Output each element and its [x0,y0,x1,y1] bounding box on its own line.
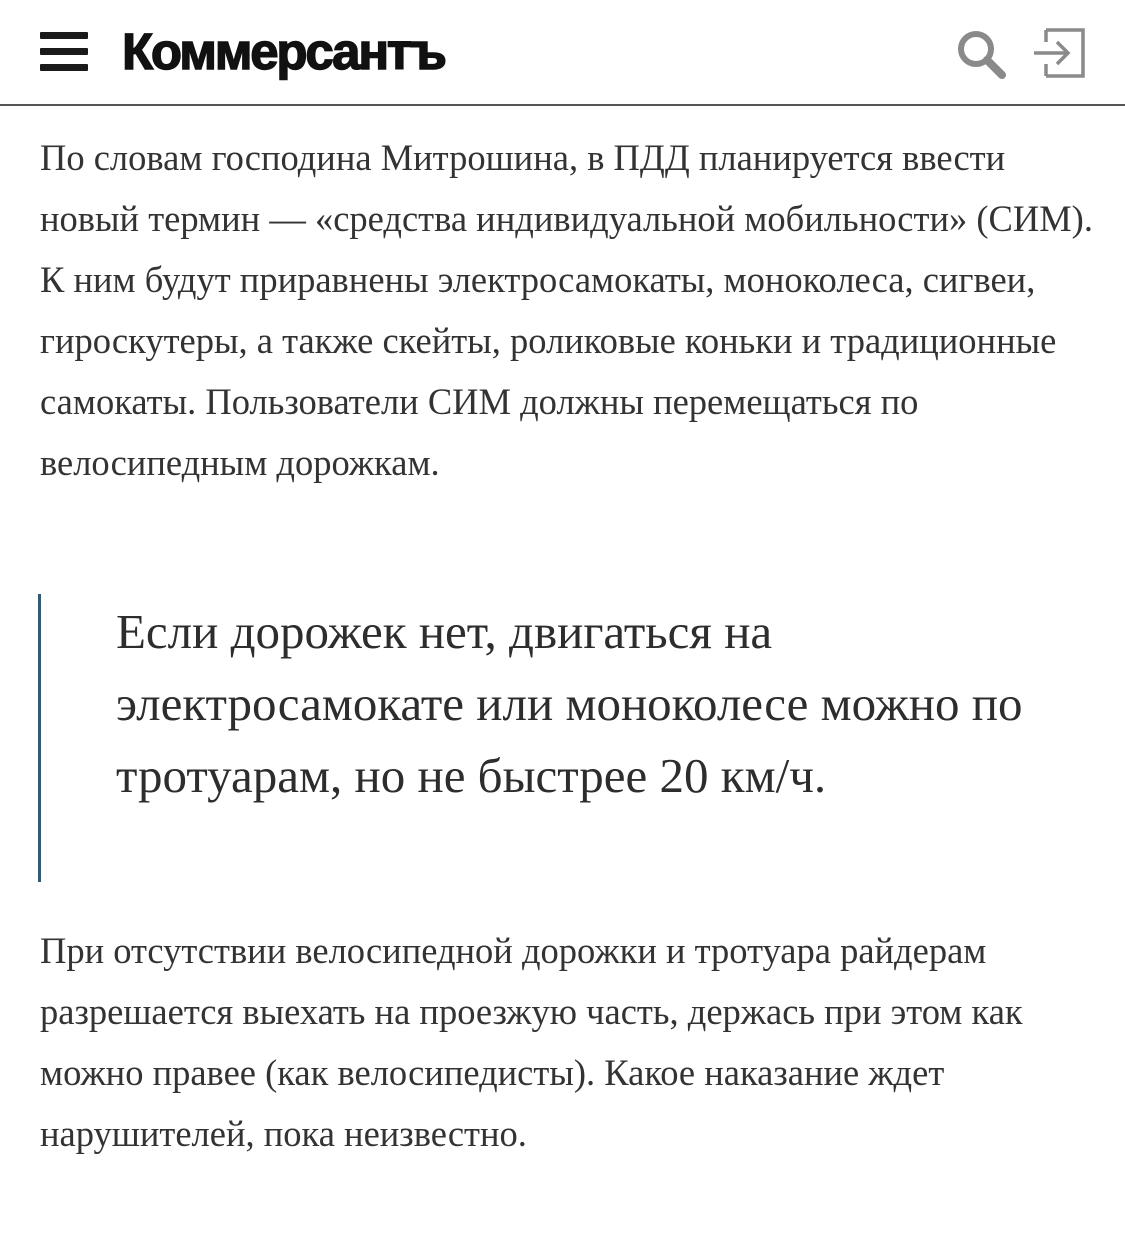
search-icon[interactable] [955,28,1007,80]
pull-quote [38,594,1098,882]
article-paragraph: При отсутствии велосипедной дорожки и тротуара райдерам разрешается выехать на проезжую часть, держась при этом как можно правее (как велосипедисты). Какое наказание ждет нарушителей, пока неизвестно. [40,930,1023,1154]
login-icon[interactable] [1032,27,1086,79]
article-paragraph: По словам господина Митрошина, в ПДД планируется ввести новый термин — «средства индивидуальной мобильности» (СИМ). К ним будут приравнены электросамокаты, моноколеса, сигвеи, гироскутеры, а также скейты, роликовые коньки и традиционные самокаты. Пользователи СИМ должны перемещаться по велосипедным дорожкам. [40,137,1093,483]
pull-quote-text: Если дорожек нет, двигаться на электросамокате или моноколесе можно по тротуарам, но не быстрее 20 км/ч. [116,604,1023,803]
hamburger-menu-icon[interactable] [40,32,88,72]
site-logo[interactable]: Коммерсантъ [122,23,445,80]
menu-bar [40,48,88,55]
menu-bar [40,32,88,39]
menu-bar [40,64,88,71]
site-header [0,0,1125,106]
